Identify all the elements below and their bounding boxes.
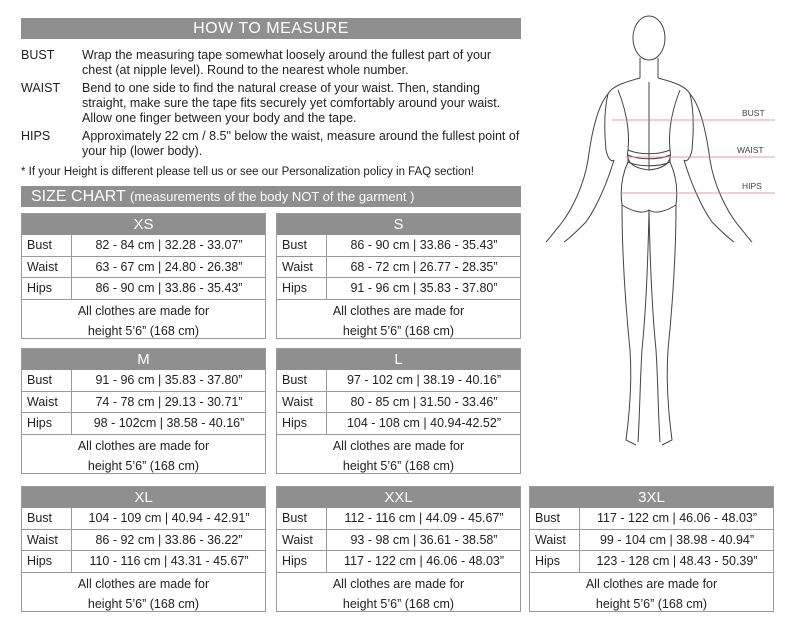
footer-line: All clothes are made for (77, 576, 210, 591)
column-divider (71, 235, 72, 256)
measurement-value: 86 - 90 cm | 33.86 - 35.43” (95, 281, 243, 295)
measurement-label: Bust (282, 511, 308, 525)
height-note: * If your Height is different please tell us or see our Personalization policy in FAQ section! (21, 166, 474, 178)
measurement-label: Bust (535, 511, 561, 525)
definition-term: BUST (21, 48, 55, 62)
measurement-row (277, 370, 520, 392)
figure-label-bust: BUST (742, 108, 765, 118)
column-divider (71, 551, 72, 572)
footer-line: All clothes are made for (332, 438, 465, 453)
measurement-label: Hips (27, 554, 53, 568)
measurement-value: 74 - 78 cm | 29.13 - 30.71” (95, 394, 243, 409)
measurement-row (22, 392, 265, 414)
size-chart-header (21, 186, 521, 207)
size-name: XXL (277, 487, 520, 508)
size-card-3xl (529, 486, 774, 612)
footer-line: All clothes are made for (585, 576, 718, 591)
measurement-value: 86 - 90 cm | 33.86 - 35.43” (350, 238, 498, 252)
measurement-value: 91 - 96 cm | 35.83 - 37.80” (95, 373, 243, 387)
measurement-row (22, 551, 265, 573)
measurement-label: Bust (27, 373, 53, 387)
measurement-value: 117 - 122 cm | 46.06 - 48.03” (343, 554, 505, 568)
footer-line: height 5’6” (168 cm) (87, 458, 200, 473)
measurement-value: 80 - 85 cm | 31.50 - 33.46” (350, 394, 498, 409)
measurement-label: Hips (535, 554, 561, 568)
column-divider (326, 530, 327, 551)
definition-term: HIPS (21, 129, 51, 143)
measurement-value: 110 - 116 cm | 43.31 - 45.67” (89, 554, 249, 568)
measurement-value: 99 - 104 cm | 38.98 - 40.94” (599, 532, 755, 547)
measurement-label: Bust (27, 511, 53, 525)
measurement-row (22, 257, 265, 279)
footer-line: All clothes are made for (332, 303, 465, 318)
measurement-label: Bust (282, 238, 308, 252)
measurement-value: 104 - 109 cm | 40.94 - 42.91” (88, 511, 250, 525)
column-divider (326, 508, 327, 529)
footer-line: height 5’6” (168 cm) (87, 323, 200, 338)
column-divider (579, 530, 580, 551)
measurement-label: Waist (282, 532, 313, 547)
column-divider (71, 508, 72, 529)
definition-waist (21, 81, 521, 128)
measurement-label: Waist (282, 259, 313, 274)
measurement-value: 98 - 102cm | 38.58 - 40.16” (93, 416, 245, 430)
measurement-label: Hips (27, 281, 53, 295)
height-footer (22, 573, 265, 614)
footer-line: height 5’6” (168 cm) (595, 596, 708, 611)
measurement-label: Hips (282, 416, 308, 430)
measurement-label: Hips (282, 554, 308, 568)
height-footer (277, 435, 520, 476)
size-name: L (277, 349, 520, 370)
column-divider (326, 551, 327, 572)
column-divider (71, 257, 72, 278)
measurement-value: 104 - 108 cm | 40.94-42.52” (346, 416, 502, 430)
column-divider (326, 392, 327, 413)
column-divider (326, 413, 327, 434)
size-name: XL (22, 487, 265, 508)
measurement-value: 93 - 98 cm | 36.61 - 38.58” (350, 532, 498, 547)
size-card-xxl (276, 486, 521, 612)
measurement-row (22, 413, 265, 435)
definition-bust (21, 48, 521, 80)
measurement-value: 117 - 122 cm | 46.06 - 48.03” (596, 511, 758, 525)
body-figure-illustration (530, 10, 794, 460)
measurement-row (277, 278, 520, 300)
measurement-value: 112 - 116 cm | 44.09 - 45.67” (344, 511, 504, 525)
measurement-label: Waist (27, 394, 58, 409)
measurement-value: 63 - 67 cm | 24.80 - 26.38” (95, 259, 243, 274)
measurement-row (530, 508, 773, 530)
measurement-row (277, 551, 520, 573)
column-divider (71, 370, 72, 391)
measurement-label: Waist (27, 259, 58, 274)
column-divider (579, 551, 580, 572)
column-divider (326, 370, 327, 391)
column-divider (326, 235, 327, 256)
measurement-value: 97 - 102 cm | 38.19 - 40.16” (346, 373, 502, 387)
measurement-label: Waist (535, 532, 566, 547)
measurement-row (277, 392, 520, 414)
size-name: M (22, 349, 265, 370)
measurement-row (22, 235, 265, 257)
measurement-row (22, 278, 265, 300)
footer-line: height 5’6” (168 cm) (342, 596, 455, 611)
size-card-l (276, 348, 521, 474)
column-divider (71, 413, 72, 434)
footer-line: height 5’6” (168 cm) (87, 596, 200, 611)
measurement-label: Bust (282, 373, 308, 387)
measurement-label: Hips (282, 281, 308, 295)
measurement-label: Waist (282, 394, 313, 409)
size-name: XS (22, 214, 265, 235)
definition-term: WAIST (21, 81, 61, 95)
height-footer (277, 300, 520, 341)
measurement-row (530, 551, 773, 573)
measurement-row (277, 257, 520, 279)
footer-line: height 5’6” (168 cm) (342, 323, 455, 338)
how-to-measure-title: HOW TO MEASURE (193, 20, 349, 37)
measurement-value: 91 - 96 cm | 35.83 - 37.80” (350, 281, 498, 295)
definition-text: Bend to one side to find the natural crease of your waist. Then, standing straight, make sure the tape fits securely yet comfortably around your waist. Allow one finger between your body and the tape. (82, 81, 501, 125)
measurement-row (22, 530, 265, 552)
how-to-measure-header (21, 18, 521, 39)
measurement-row (22, 508, 265, 530)
size-card-xl (21, 486, 266, 612)
height-footer (277, 573, 520, 614)
column-divider (71, 392, 72, 413)
figure-label-waist: WAIST (737, 145, 764, 155)
height-footer (530, 573, 773, 614)
measurement-value: 68 - 72 cm | 26.77 - 28.35” (350, 259, 498, 274)
column-divider (326, 257, 327, 278)
footer-line: All clothes are made for (77, 438, 210, 453)
column-divider (326, 278, 327, 299)
measurement-row (22, 370, 265, 392)
column-divider (71, 530, 72, 551)
size-name: 3XL (530, 487, 773, 508)
size-card-xs (21, 213, 266, 339)
measurement-row (277, 530, 520, 552)
size-name: S (277, 214, 520, 235)
measurement-label: Hips (27, 416, 53, 430)
measurement-value: 123 - 128 cm | 48.43 - 50.39” (596, 554, 758, 568)
measurement-value: 86 - 92 cm | 33.86 - 36.22” (95, 532, 243, 547)
footer-line: height 5’6” (168 cm) (342, 458, 455, 473)
size-card-m (21, 348, 266, 474)
column-divider (579, 508, 580, 529)
height-footer (22, 300, 265, 341)
measurement-row (277, 235, 520, 257)
measurement-value: 82 - 84 cm | 32.28 - 33.07” (95, 238, 243, 252)
definition-text: Wrap the measuring tape somewhat loosely around the fullest part of your chest (at nipple level). Round to the nearest whole number. (82, 48, 492, 77)
figure-label-hips: HIPS (742, 181, 762, 191)
measurement-label: Waist (27, 532, 58, 547)
size-card-s (276, 213, 521, 339)
measurement-row (277, 508, 520, 530)
footer-line: All clothes are made for (77, 303, 210, 318)
measurement-row (530, 530, 773, 552)
measurement-label: Bust (27, 238, 53, 252)
size-chart-title: SIZE CHART (31, 188, 126, 205)
definition-text: Approximately 22 cm / 8.5" below the waist, measure around the fullest point of your hip (lower body). (82, 129, 520, 158)
column-divider (71, 278, 72, 299)
definition-hips (21, 129, 521, 161)
footer-line: All clothes are made for (332, 576, 465, 591)
measurement-row (277, 413, 520, 435)
height-footer (22, 435, 265, 476)
size-chart-subtitle: (measurements of the body NOT of the garment ) (130, 189, 415, 204)
